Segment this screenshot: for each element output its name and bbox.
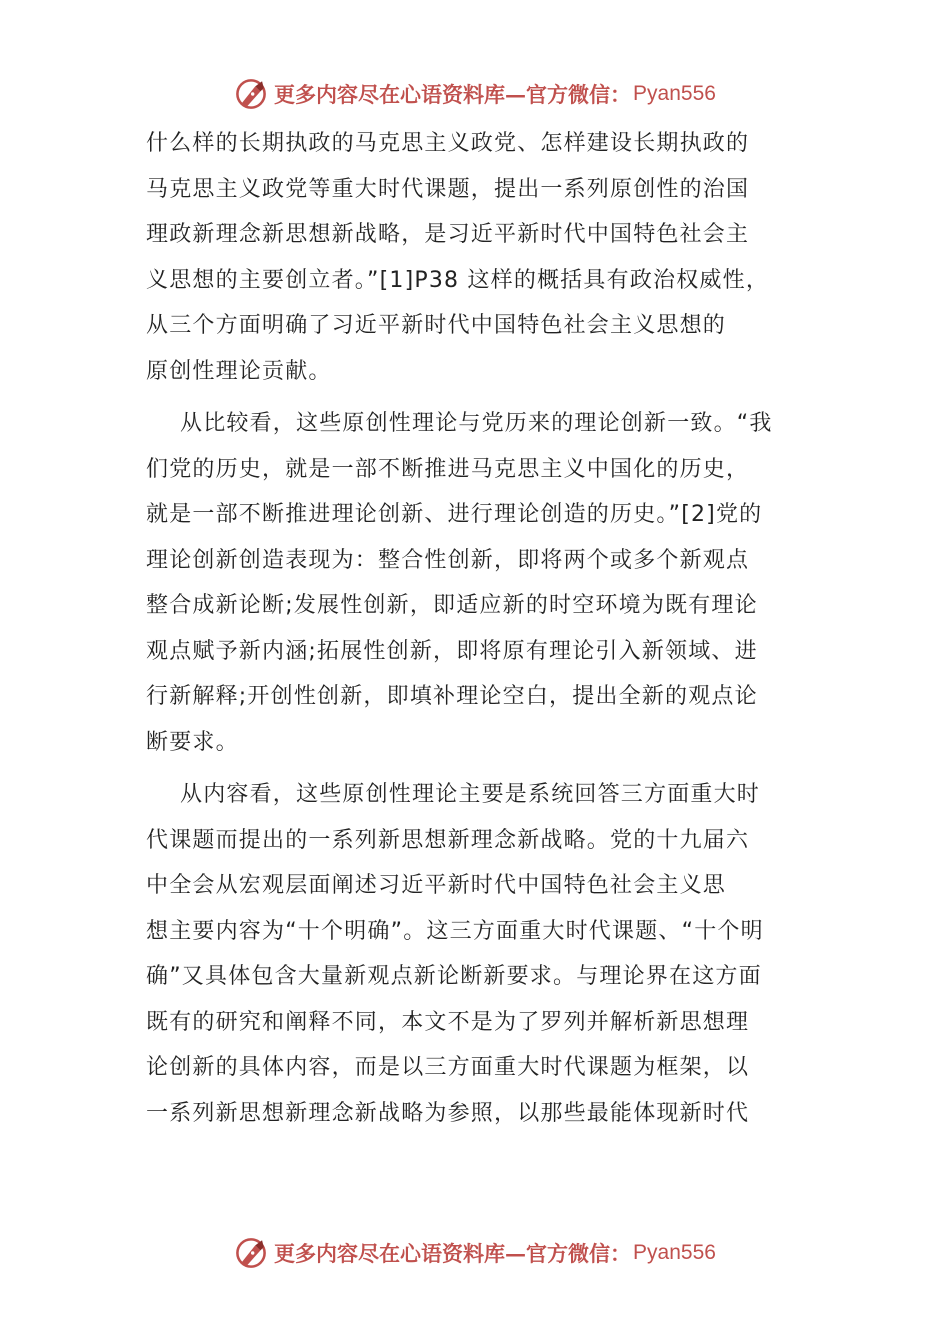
- text-line: 什么样的长期执政的马克思主义政党、怎样建设长期执政的: [146, 131, 750, 156]
- text-line: 从内容看，这些原创性理论主要是系统回答三方面重大时: [180, 782, 761, 807]
- text-line: 们党的历史，就是一部不断推进马克思主义中国化的历史，: [146, 456, 750, 482]
- pen-nib-logo-icon: [234, 1236, 268, 1270]
- paragraph: [146, 401, 812, 765]
- text-line: 原创性理论贡献。: [146, 358, 332, 384]
- watermark-wechat-id: Pyan556: [633, 1241, 716, 1264]
- paragraph: [146, 772, 812, 1136]
- document-body: [146, 121, 812, 1143]
- text-line: 理论创新创造表现为：整合性创新，即将两个或多个新观点: [146, 547, 750, 573]
- text-line: 论创新的具体内容，而是以三方面重大时代课题为框架，以: [146, 1055, 750, 1080]
- text-line: 义思想的主要创立者。”[1]P38 这样的概括具有政治权威性，: [146, 267, 770, 293]
- paragraph: [146, 121, 812, 394]
- watermark-header: [0, 74, 950, 114]
- text-line: 断要求。: [146, 729, 239, 755]
- text-line: 确”又具体包含大量新观点新论断新要求。与理论界在这方面: [146, 964, 762, 989]
- text-line: 想主要内容为“十个明确”。这三方面重大时代课题、“十个明: [146, 918, 764, 944]
- watermark-text: 更多内容尽在心语资料库—官方微信：: [274, 82, 632, 107]
- text-line: 马克思主义政党等重大时代课题，提出一系列原创性的治国: [146, 176, 750, 202]
- text-line: 就是一部不断推进理论创新、进行理论创造的历史。”[2]党的: [146, 502, 763, 527]
- text-line: 从比较看，这些原创性理论与党历来的理论创新一致。“我: [180, 411, 773, 436]
- text-line: 观点赋予新内涵;拓展性创新，即将原有理论引入新领域、进: [146, 638, 758, 664]
- pen-nib-logo-icon: [234, 77, 268, 111]
- watermark-footer: [0, 1233, 950, 1273]
- text-line: 一系列新思想新理念新战略为参照，以那些最能体现新时代: [146, 1100, 750, 1126]
- text-line: 既有的研究和阐释不同，本文不是为了罗列并解析新思想理: [146, 1009, 750, 1035]
- watermark-wechat-id: Pyan556: [633, 82, 716, 105]
- text-line: 整合成新论断;发展性创新，即适应新的时空环境为既有理论: [146, 593, 758, 618]
- watermark-text: 更多内容尽在心语资料库—官方微信：: [274, 1241, 632, 1266]
- text-line: 行新解释;开创性创新，即填补理论空白，提出全新的观点论: [146, 684, 758, 709]
- text-line: 代课题而提出的一系列新思想新理念新战略。党的十九届六: [146, 827, 750, 853]
- text-line: 中全会从宏观层面阐述习近平新时代中国特色社会主义思: [146, 873, 727, 898]
- text-line: 理政新理念新思想新战略，是习近平新时代中国特色社会主: [146, 222, 750, 247]
- text-line: 从三个方面明确了习近平新时代中国特色社会主义思想的: [146, 313, 727, 338]
